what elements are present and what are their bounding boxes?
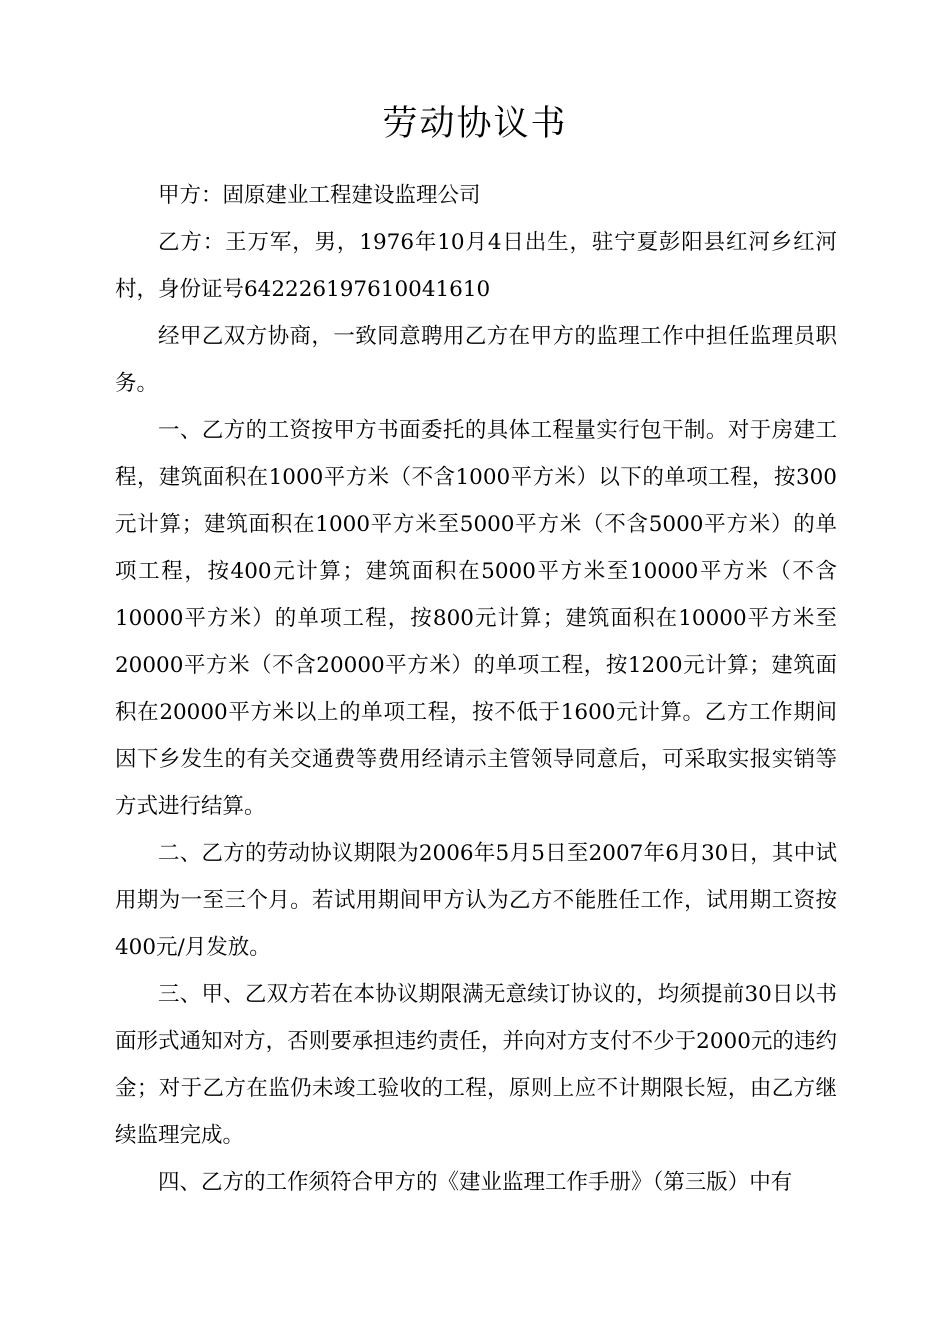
document-body xyxy=(115,172,837,1206)
party-b-paragraph: 乙方：王万军，男，1976年10月4日出生，驻宁夏彭阳县红河乡红河村，身份证号642226197610041610 xyxy=(115,230,837,302)
party-a-paragraph: 甲方：固原建业工程建设监理公司 xyxy=(158,183,481,208)
clause-3-termination: 三、甲、乙双方若在本协议期限满无意续订协议的，均须提前30日以书面形式通知对方，否则要承担违约责任，并向对方支付不少于2000元的违约金；对于乙方在监仍未竣工验收的工程，原则上应不计期限长短，由乙方继续监理完成。 xyxy=(115,982,837,1148)
clause-1-salary: 一、乙方的工资按甲方书面委托的具体工程量实行包干制。对于房建工程，建筑面积在1000平方米（不含1000平方米）以下的单项工程，按300元计算；建筑面积在1000平方米至5000平方米（不含5000平方米）的单项工程，按400元计算；建筑面积在5000平方米至10000平方米（不含10000平方米）的单项工程，按800元计算；建筑面积在10000平方米至20000平方米（不含20000平方米）的单项工程，按1200元计算；建筑面积在20000平方米以上的单项工程，按不低于1600元计算。乙方工作期间因下乡发生的有关交通费等费用经请示主管领导同意后，可采取实报实销等方式进行结算。 xyxy=(115,418,837,819)
agreement-intro-paragraph: 经甲乙双方协商，一致同意聘用乙方在甲方的监理工作中担任监理员职务。 xyxy=(115,324,837,396)
clause-2-term: 二、乙方的劳动协议期限为2006年5月5日至2007年6月30日，其中试用期为一至三个月。若试用期间甲方认为乙方不能胜任工作，试用期工资按400元/月发放。 xyxy=(115,841,837,960)
clause-4-requirements: 四、乙方的工作须符合甲方的《建业监理工作手册》（第三版）中有 xyxy=(158,1170,793,1195)
document-title: 劳动协议书 xyxy=(382,104,568,144)
